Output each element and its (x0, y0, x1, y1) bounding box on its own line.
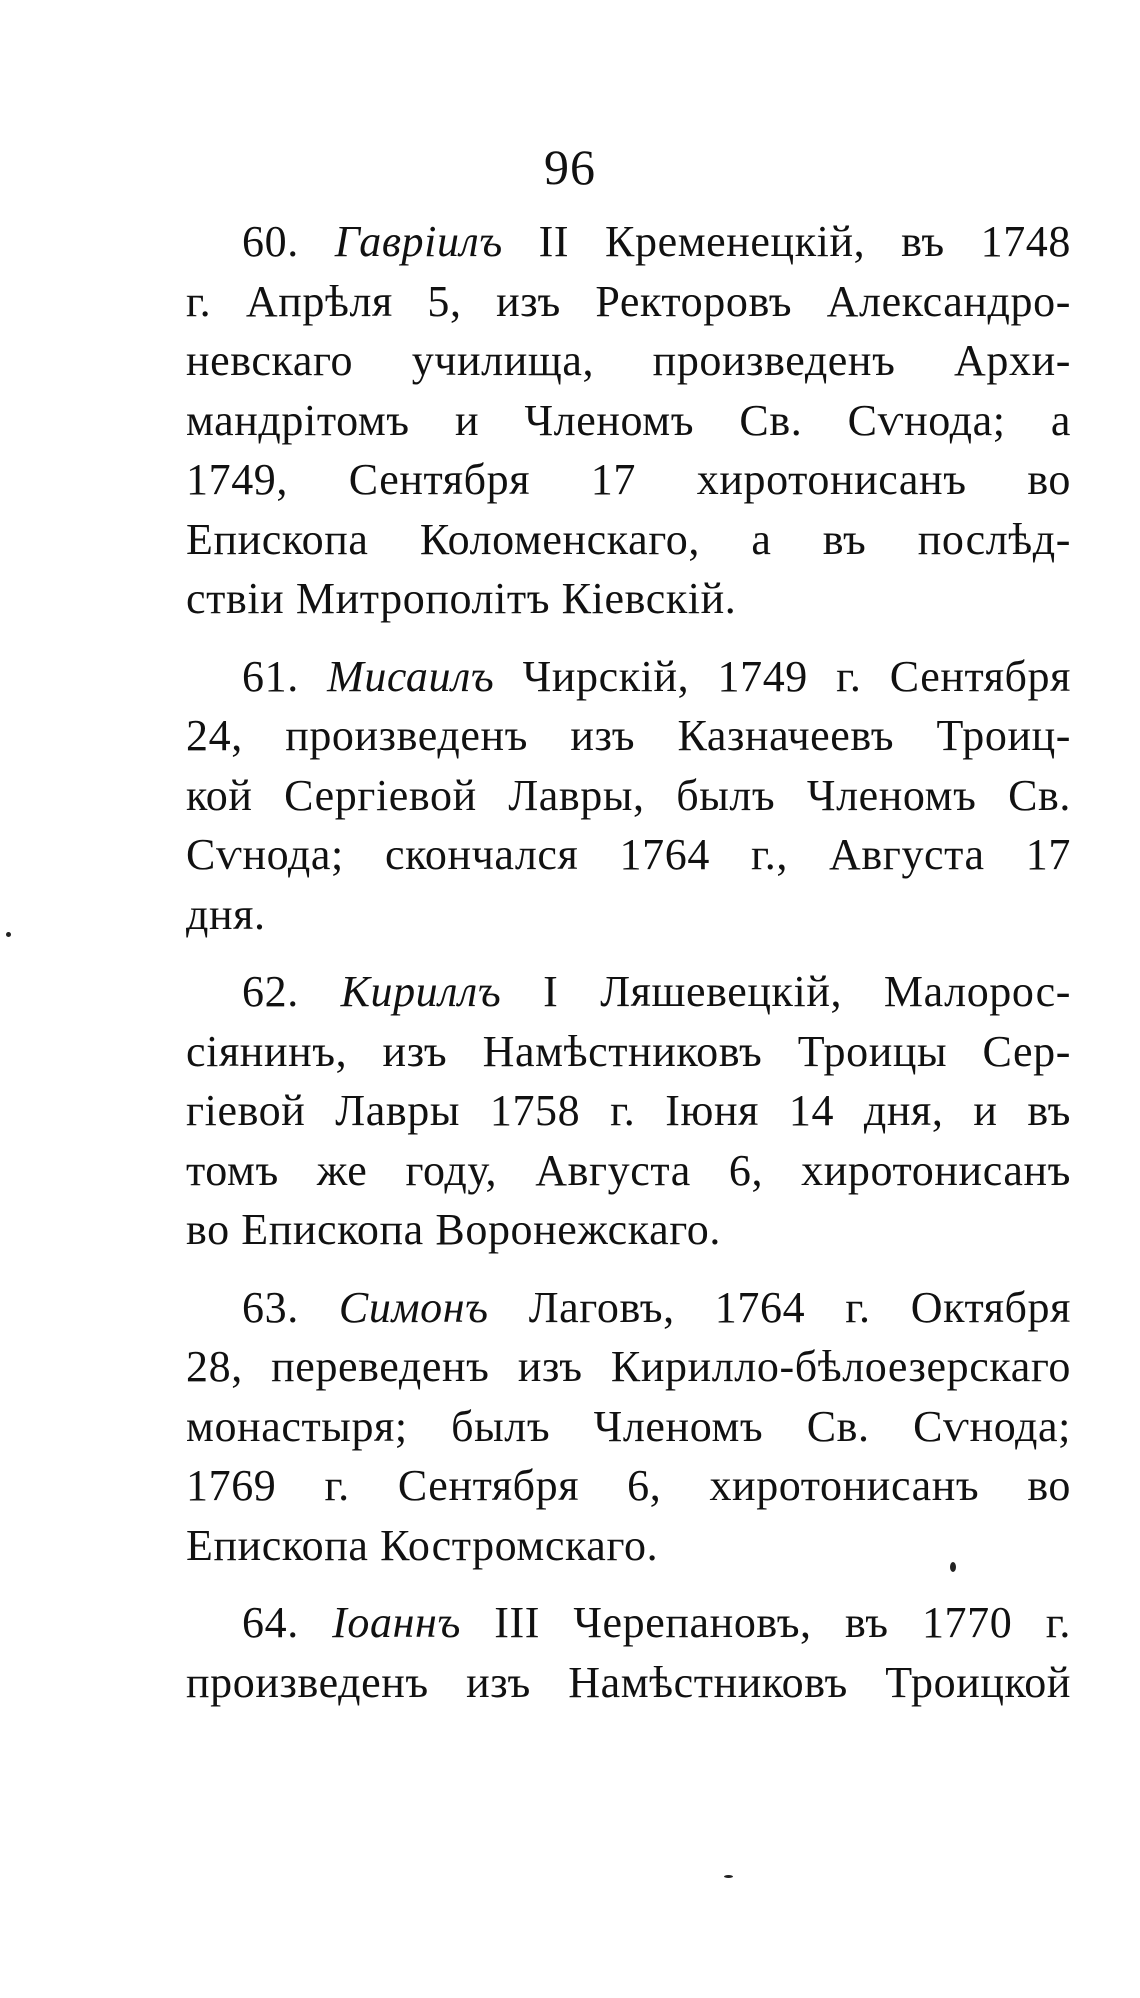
entry-name: Іоаннъ (332, 1598, 461, 1647)
text-line: 24, произведенъ изъ Казначеевъ Троиц- (186, 711, 1071, 760)
entry-first-line-text: II Кременецкій, въ 1748 (538, 217, 1072, 266)
text-line: кой Сергіевой Лавры, былъ Членомъ Св. (186, 770, 1071, 820)
entry-name: Кириллъ (340, 967, 502, 1016)
entry-first-line (186, 647, 1071, 707)
entry-name: Мисаилъ (327, 651, 495, 701)
entry-first-line-text: III Черепановъ, въ 1770 г. (494, 1598, 1071, 1647)
entry-number: 61. (242, 651, 299, 701)
entry-name: Симонъ (338, 1282, 489, 1332)
text-line: гіевой Лавры 1758 г. Іюня 14 дня, и въ (186, 1086, 1071, 1135)
text-line: Сѵнода; скончался 1764 г., Августа 17 (186, 830, 1071, 879)
entry-first-line-text: Чирскій, 1749 г. Сентября (522, 651, 1071, 701)
ink-speck (6, 932, 11, 937)
entry-number: 63. (242, 1282, 299, 1332)
text-line: сіянинъ, изъ Намѣстниковъ Троицы Сер- (186, 1026, 1071, 1076)
entry-64 (186, 1593, 1071, 1712)
entry-number: 60. (242, 217, 299, 266)
entry-first-line (186, 1278, 1071, 1338)
ink-speck (724, 1875, 733, 1878)
page-number: 96 (544, 139, 596, 195)
ink-speck (950, 1562, 956, 1572)
text-line: мандрітомъ и Членомъ Св. Сѵнода; а (186, 395, 1071, 445)
text-line: ствіи Митрополітъ Кіевскій. (186, 574, 737, 623)
text-line: дня. (186, 889, 266, 939)
entry-63 (186, 1278, 1071, 1576)
entry-first-line (186, 962, 1071, 1022)
entry-first-line-text: Лаговъ, 1764 г. Октября (528, 1282, 1071, 1332)
text-line: 1749, Сентября 17 хиротонисанъ во (186, 455, 1071, 504)
text-line: во Епископа Воронежскаго. (186, 1205, 721, 1254)
entry-name: Гавріилъ (334, 217, 503, 266)
text-line: монастыря; былъ Членомъ Св. Сѵнода; (186, 1401, 1071, 1451)
text-body (186, 212, 1071, 1730)
entry-first-line-text: I Ляшевецкій, Малорос- (543, 967, 1071, 1016)
entry-number: 62. (242, 967, 299, 1016)
text-line: невскаго училища, произведенъ Архи- (186, 336, 1071, 385)
entry-60 (186, 212, 1071, 629)
text-line: Епископа Костромскаго. (186, 1520, 659, 1570)
text-line: томъ же году, Августа 6, хиротонисанъ (186, 1145, 1071, 1195)
text-line: 28, переведенъ изъ Кирилло-бѣлоезерскаго (186, 1342, 1071, 1391)
text-line: 1769 г. Сентября 6, хиротонисанъ во (186, 1461, 1071, 1510)
entry-number: 64. (242, 1598, 299, 1647)
entry-62 (186, 962, 1071, 1260)
entry-first-line (186, 1593, 1071, 1653)
text-line: Епископа Коломенскаго, а въ послѣд- (186, 514, 1071, 564)
entry-61 (186, 647, 1071, 945)
text-line: г. Апрѣля 5, изъ Ректоровъ Александро- (186, 276, 1071, 326)
text-line: произведенъ изъ Намѣстниковъ Троицкой (186, 1657, 1071, 1707)
entry-first-line (186, 212, 1071, 272)
